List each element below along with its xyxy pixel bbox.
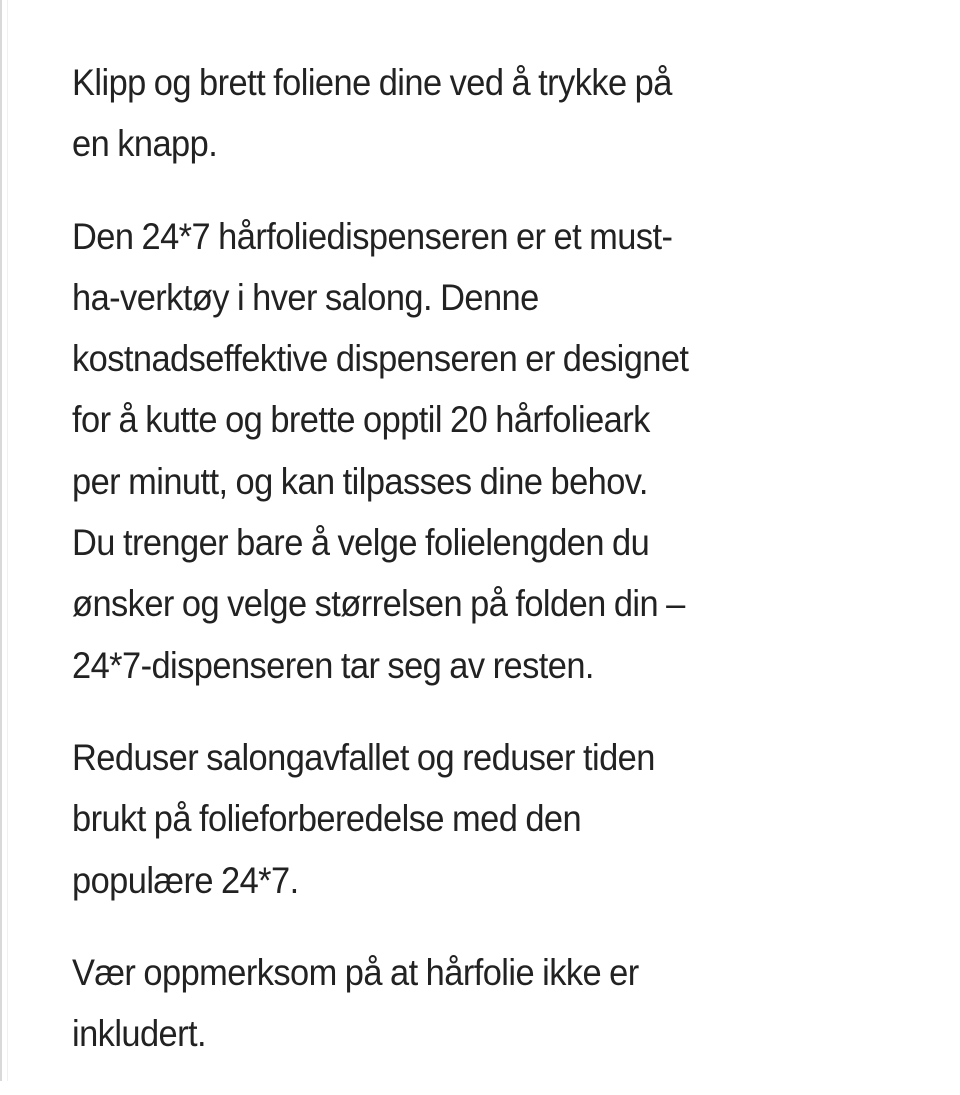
- paragraph-benefit: [72, 727, 932, 911]
- paragraph-notice: [72, 942, 932, 1065]
- text-line: Klipp og brett foliene dine ved å trykke på: [72, 62, 672, 103]
- text-line: Vær oppmerksom på at hårfolie ikke er: [72, 951, 639, 993]
- text-line: inkludert.: [72, 1013, 207, 1055]
- text-line: for å kutte og brette opptil 20 hårfolieark: [72, 399, 650, 441]
- text-line: brukt på folieforberedelse med den: [72, 798, 582, 840]
- product-description: [72, 52, 932, 1095]
- text-line: per minutt, og kan tilpasses dine behov.: [72, 460, 648, 502]
- left-edge-divider: [7, 0, 8, 1081]
- paragraph-intro: [72, 52, 932, 175]
- text-line: Reduser salongavfallet og reduser tiden: [72, 736, 655, 778]
- text-line: ønsker og velge størrelsen på folden din –: [72, 583, 685, 625]
- text-line: kostnadseffektive dispenseren er designet: [72, 338, 689, 380]
- paragraph-description: [72, 206, 932, 696]
- text-line: 24*7-dispenseren tar seg av resten.: [72, 644, 594, 686]
- left-edge-border: [0, 0, 2, 1081]
- text-line: Den 24*7 hårfoliedispenseren er et must-: [72, 215, 673, 257]
- text-line: populære 24*7.: [72, 859, 299, 901]
- text-line: en knapp.: [72, 123, 218, 165]
- text-line: ha-verktøy i hver salong. Denne: [72, 276, 539, 318]
- text-line: Du trenger bare å velge folielengden du: [72, 522, 650, 564]
